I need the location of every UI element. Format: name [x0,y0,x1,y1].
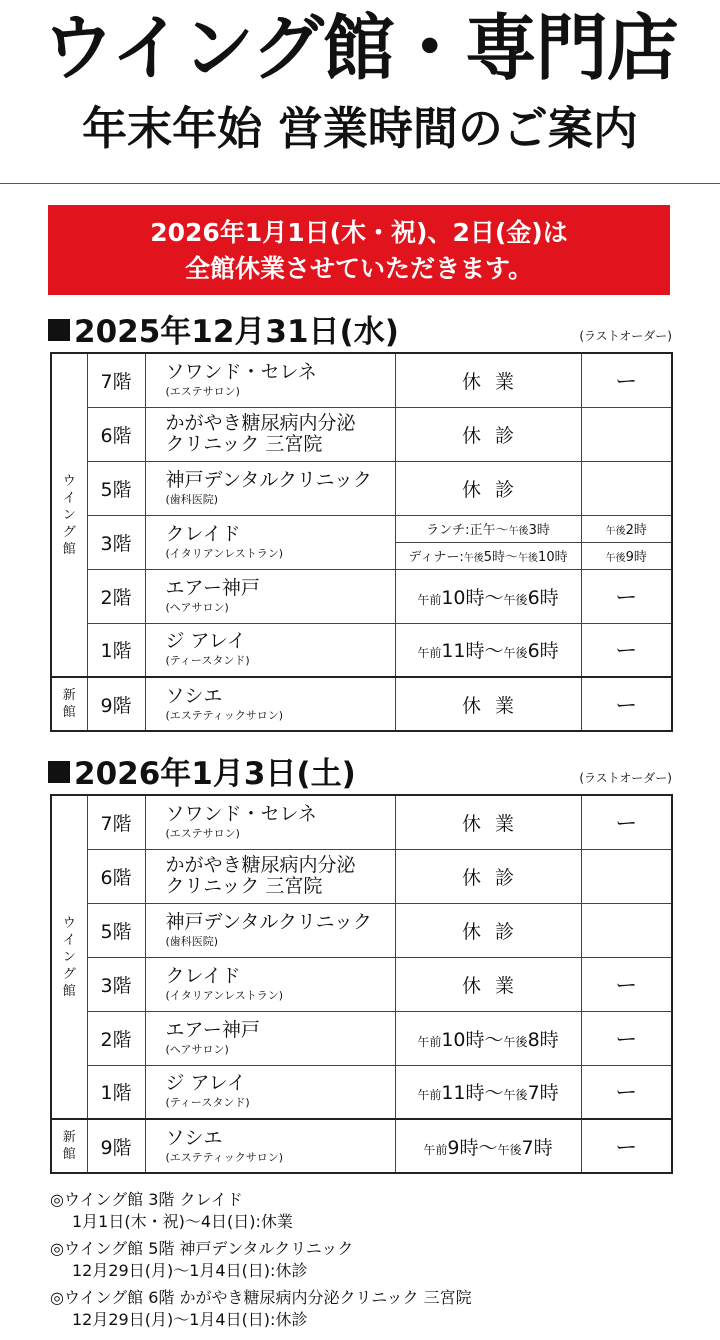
store-name: かがやき糖尿病内分泌 クリニック 三宮院 [145,407,395,461]
hours: 午前10時〜午後6時 [395,569,581,623]
square-bullet-icon [48,761,70,783]
building-label-wing: ウ イ ン グ 館 [51,795,87,1119]
table-row [51,1065,672,1119]
floor: 3階 [87,957,145,1011]
section-date: 2026年1月3日(土) [48,754,356,794]
page-title: ウイング館・専門店 [42,6,678,90]
note-detail: 1月1日(木・祝)〜4日(日):休業 [72,1212,293,1231]
floor: 2階 [87,569,145,623]
section-header [48,754,672,794]
last-order: ー [581,1011,672,1065]
last-order [581,849,672,903]
schedule-table [50,794,673,1174]
table-row [51,677,672,731]
last-order-lunch: 午後2時 [581,515,672,542]
floor: 9階 [87,1119,145,1173]
section-date: 2025年12月31日(水) [48,312,399,352]
banner-line: 全館休業させていただきます。 [184,254,533,283]
hours: 休診 [395,849,581,903]
last-order: ー [581,353,672,407]
last-order [581,903,672,957]
table-row [51,1119,672,1173]
floor: 3階 [87,515,145,569]
store-name: ソシエ (エステティックサロン) [145,677,395,731]
last-order: ー [581,957,672,1011]
store-name: ソワンド・セレネ (エステサロン) [145,353,395,407]
store-name: ジ アレイ (ティースタンド) [145,1065,395,1119]
store-name: クレイド (イタリアンレストラン) [145,957,395,1011]
note-detail: 12月29日(月)〜1月4日(日):休診 [72,1261,308,1280]
table-row [51,461,672,515]
floor: 9階 [87,677,145,731]
closure-banner [48,205,670,295]
hours: 午前10時〜午後8時 [395,1011,581,1065]
hours: 休業 [395,677,581,731]
store-name: ジ アレイ (ティースタンド) [145,623,395,677]
schedule-table [50,352,673,732]
table-row [51,353,672,407]
section-header [48,312,672,352]
table-row [51,515,672,542]
table-row [51,1011,672,1065]
floor: 5階 [87,903,145,957]
table-row [51,623,672,677]
store-name: 神戸デンタルクリニック (歯科医院) [145,461,395,515]
floor: 2階 [87,1011,145,1065]
last-order: ー [581,623,672,677]
hours: 休診 [395,903,581,957]
hours: 休診 [395,407,581,461]
banner-line: 2026年1月1日(木・祝)、2日(金)は [150,218,568,247]
note-item [50,1238,690,1282]
table-row [51,849,672,903]
note-item [50,1287,690,1331]
table-row [51,407,672,461]
floor: 6階 [87,407,145,461]
floor: 1階 [87,623,145,677]
note-title: ◎ウイング館 6階 かがやき糖尿病内分泌クリニック 三宮院 [50,1288,472,1307]
notes [50,1189,690,1336]
note-detail: 12月29日(月)〜1月4日(日):休診 [72,1310,308,1329]
floor: 1階 [87,1065,145,1119]
last-order: ー [581,677,672,731]
last-order: ー [581,569,672,623]
store-name: ソワンド・セレネ (エステサロン) [145,795,395,849]
hours: 午前9時〜午後7時 [395,1119,581,1173]
last-order-dinner: 午後9時 [581,542,672,569]
page-subtitle: 年末年始 営業時間のご案内 [82,102,638,155]
last-order: ー [581,1119,672,1173]
last-order-label: (ラストオーダー) [579,771,672,785]
table-row [51,795,672,849]
floor: 5階 [87,461,145,515]
divider [0,183,720,184]
table-row [51,903,672,957]
building-label-new: 新 館 [51,677,87,731]
hours: 休診 [395,461,581,515]
last-order [581,461,672,515]
note-title: ◎ウイング館 3階 クレイド [50,1190,243,1209]
table-row [51,569,672,623]
hours: 休業 [395,795,581,849]
last-order-label: (ラストオーダー) [579,329,672,343]
note-title: ◎ウイング館 5階 神戸デンタルクリニック [50,1239,354,1258]
last-order: ー [581,795,672,849]
table-row [51,957,672,1011]
last-order: ー [581,1065,672,1119]
last-order [581,407,672,461]
store-name: ソシエ (エステティックサロン) [145,1119,395,1173]
store-name: エアー神戸 (ヘアサロン) [145,569,395,623]
hours: 休業 [395,353,581,407]
store-name: 神戸デンタルクリニック (歯科医院) [145,903,395,957]
hours: 休業 [395,957,581,1011]
square-bullet-icon [48,319,70,341]
floor: 6階 [87,849,145,903]
building-label-new: 新 館 [51,1119,87,1173]
store-name: クレイド (イタリアンレストラン) [145,515,395,569]
hours-dinner: ディナー:午後5時〜午後10時 [395,542,581,569]
building-label-wing: ウ イ ン グ 館 [51,353,87,677]
note-item [50,1189,690,1233]
floor: 7階 [87,353,145,407]
hours: 午前11時〜午後7時 [395,1065,581,1119]
hours-lunch: ランチ:正午〜午後3時 [395,515,581,542]
hours: 午前11時〜午後6時 [395,623,581,677]
floor: 7階 [87,795,145,849]
store-name: エアー神戸 (ヘアサロン) [145,1011,395,1065]
store-name: かがやき糖尿病内分泌 クリニック 三宮院 [145,849,395,903]
